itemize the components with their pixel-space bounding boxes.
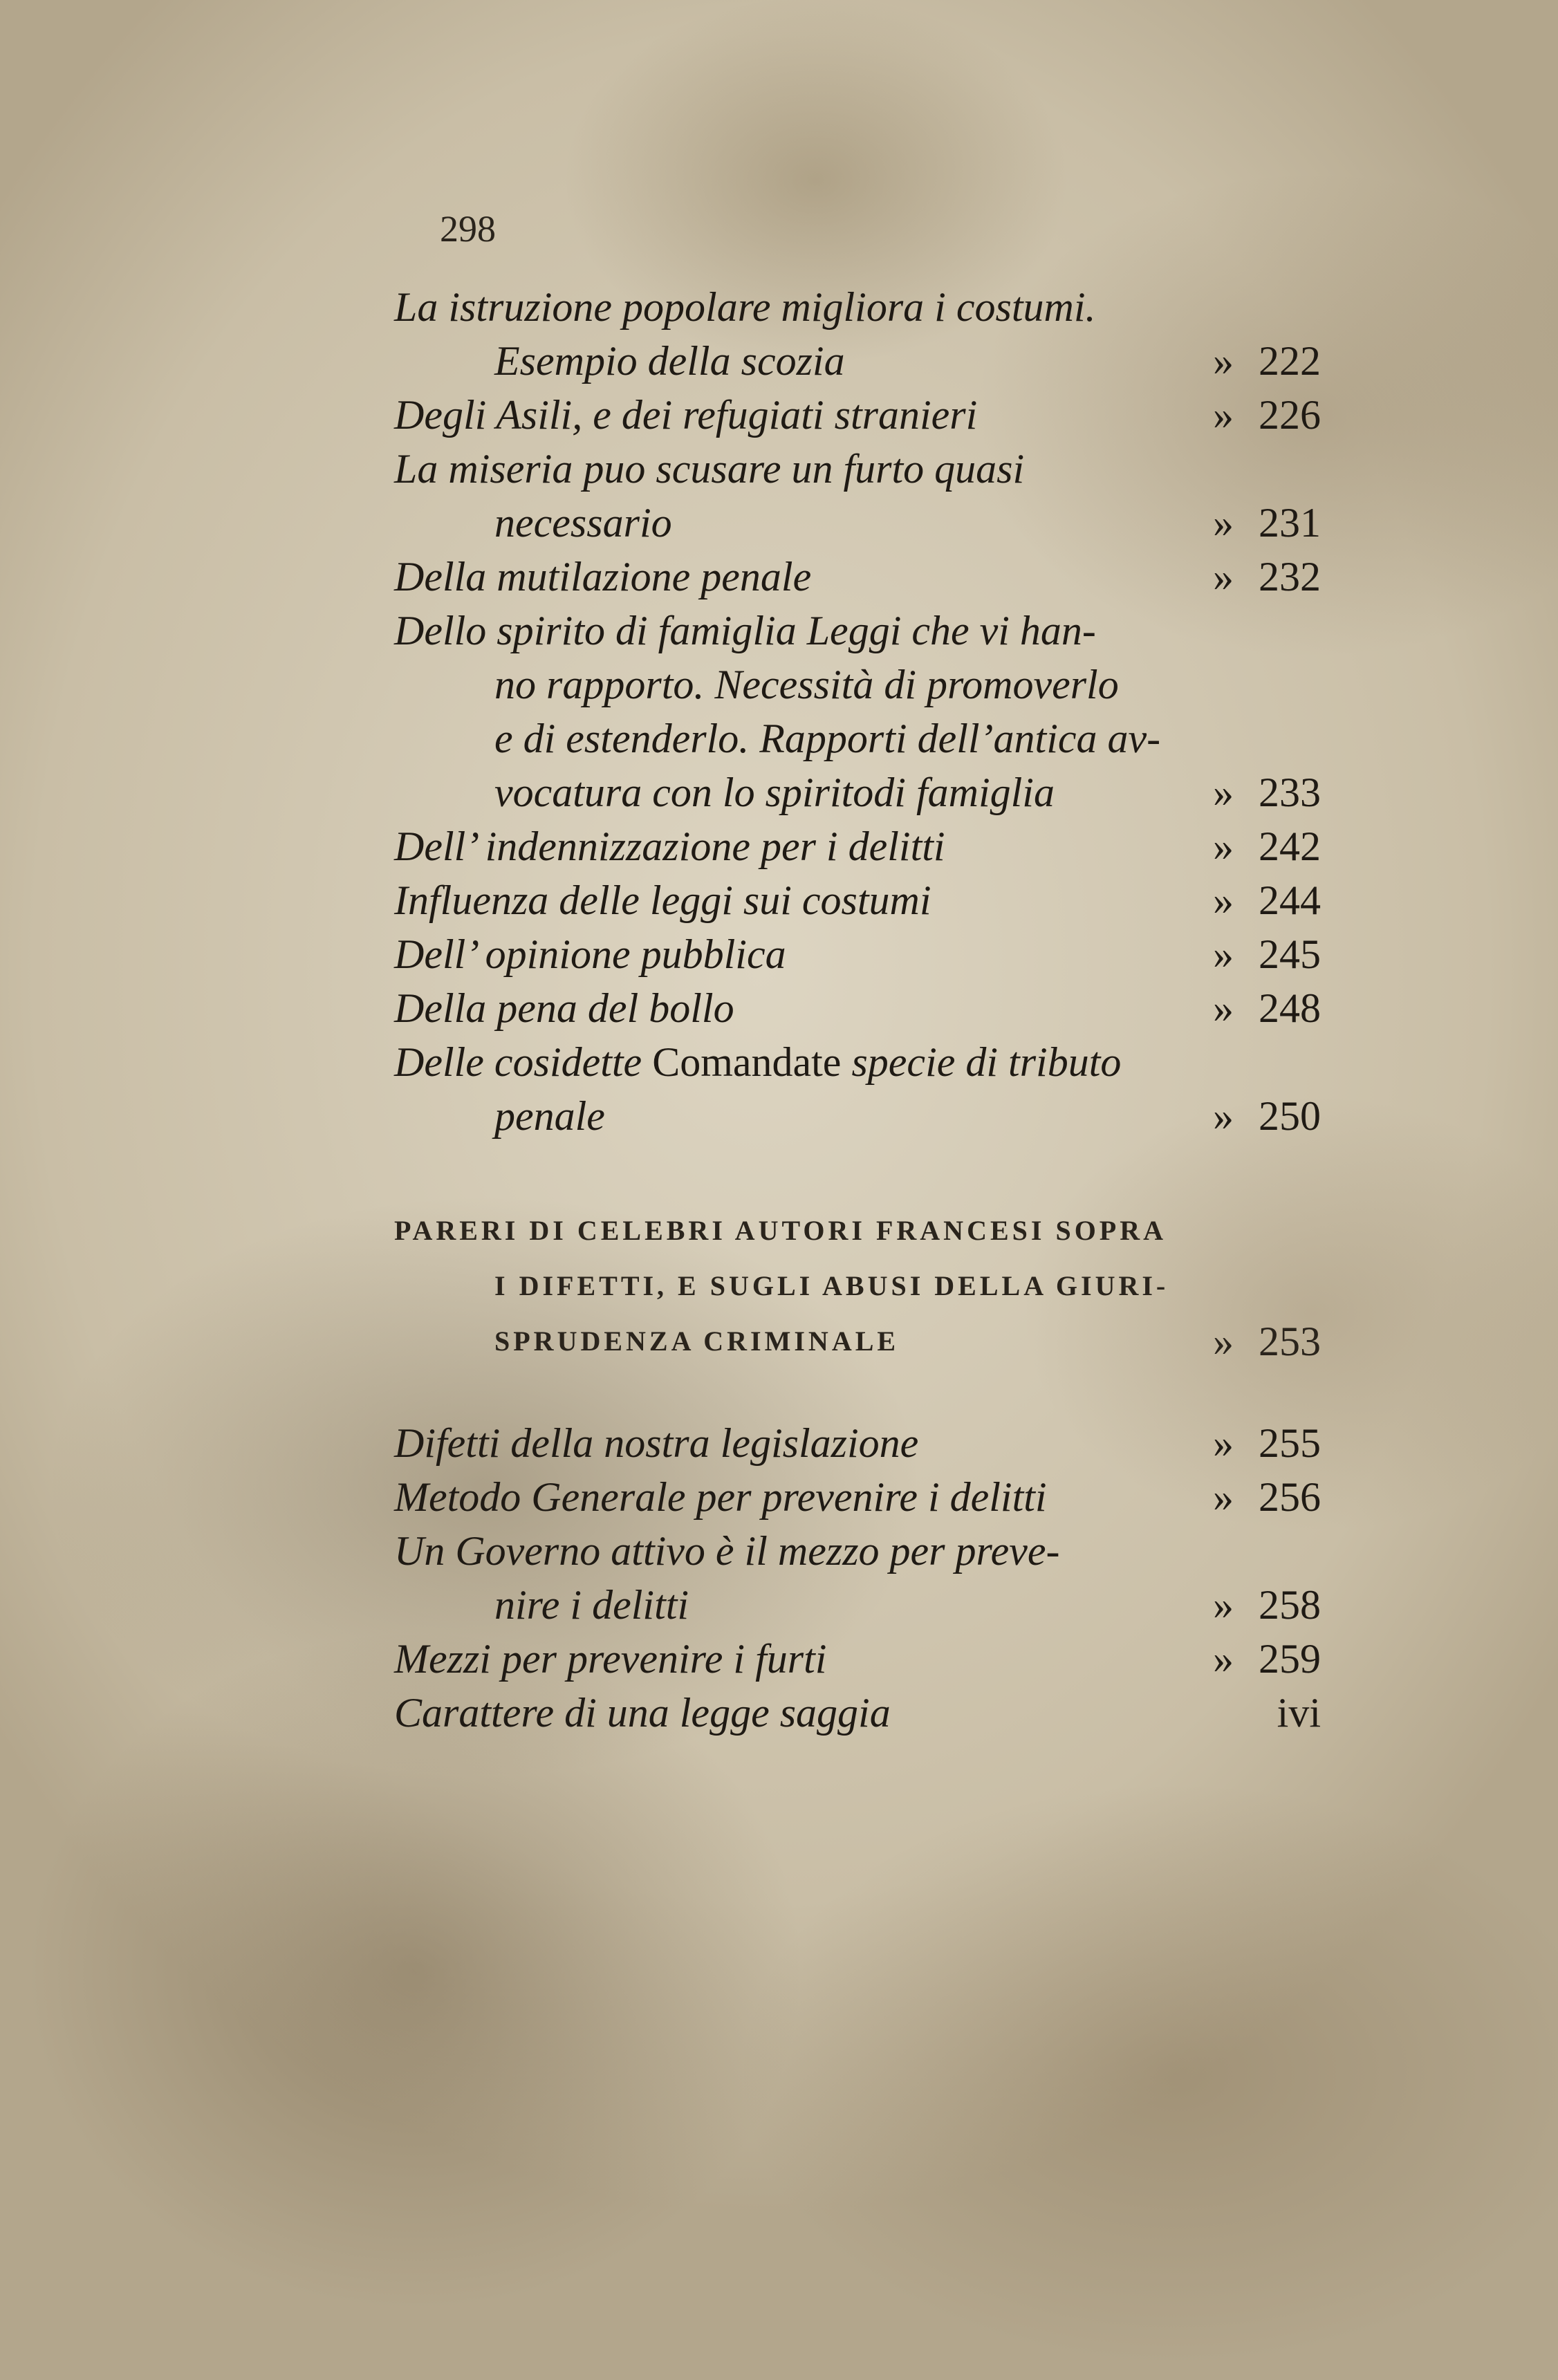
toc-entry <box>394 388 1321 442</box>
entry-line-wrap <box>394 496 1321 550</box>
page-ref-number: 242 <box>1259 824 1321 869</box>
page-ref-number: 253 <box>1259 1319 1321 1364</box>
page-ref-number: 222 <box>1259 338 1321 384</box>
entry-line-wrap <box>394 334 1321 388</box>
guillemet: » <box>1213 824 1234 869</box>
entry-line: e di estenderlo. Rapporti dell’antica av- <box>494 716 1161 761</box>
entry-line-wrap <box>394 981 1321 1035</box>
entry-line-rich <box>394 1035 1321 1089</box>
page-reference <box>1213 1578 1321 1632</box>
toc-entry <box>394 280 1321 388</box>
page-reference <box>1213 496 1321 550</box>
page-reference <box>1277 1686 1321 1740</box>
entry-line: vocatura con lo spiritodi famiglia <box>494 770 1055 815</box>
page-reference <box>1213 1089 1321 1143</box>
page-ref-number: 248 <box>1259 985 1321 1031</box>
page-reference <box>1213 334 1321 388</box>
toc-entry <box>394 442 1321 550</box>
entry-line: Un Governo attivo è il mezzo per preve- <box>394 1528 1060 1574</box>
page-ref-number: 258 <box>1259 1582 1321 1628</box>
section-line: I DIFETTI, E SUGLI ABUSI DELLA GIURI- <box>494 1270 1169 1301</box>
page-ref-number: ivi <box>1277 1690 1321 1736</box>
entry-line-wrap <box>394 1578 1321 1632</box>
page-ref-number: 259 <box>1259 1636 1321 1682</box>
entry-line: no rapporto. Necessità di promoverlo <box>494 662 1119 707</box>
entry-line-part-roman: Comandate <box>652 1039 842 1085</box>
toc-entry <box>394 819 1321 873</box>
page-ref-number: 232 <box>1259 554 1321 599</box>
entry-line-wrap <box>394 550 1321 604</box>
entry-line-wrap <box>394 1089 1321 1143</box>
toc-entry <box>394 927 1321 981</box>
page-ref-number: 231 <box>1259 500 1321 546</box>
toc-entry <box>394 1470 1321 1524</box>
toc-entry <box>394 873 1321 927</box>
page-ref-number: 244 <box>1259 877 1321 923</box>
entry-line-wrap <box>394 927 1321 981</box>
section-line: SPRUDENZA CRIMINALE <box>494 1326 900 1357</box>
page-reference <box>1213 388 1321 442</box>
entry-line-wrap <box>394 1632 1321 1686</box>
guillemet: » <box>1213 1582 1234 1628</box>
guillemet: » <box>1213 554 1234 599</box>
page-reference <box>1213 981 1321 1035</box>
entry-line-wrap <box>394 1416 1321 1470</box>
page-reference <box>1213 1416 1321 1470</box>
entry-line: necessario <box>494 500 672 546</box>
entry-line: Dello spirito di famiglia Leggi che vi han- <box>394 608 1096 653</box>
section-line: PARERI DI CELEBRI AUTORI FRANCESI SOPRA <box>394 1215 1167 1246</box>
page-ref-number: 250 <box>1259 1093 1321 1139</box>
entry-line: penale <box>494 1093 605 1139</box>
toc-entry <box>394 550 1321 604</box>
page-reference <box>1213 1314 1321 1369</box>
guillemet: » <box>1213 1093 1234 1139</box>
guillemet: » <box>1213 1319 1234 1364</box>
entry-line: Metodo Generale per prevenire i delitti <box>394 1474 1047 1520</box>
entry-line: Dell’ indennizzazione per i delitti <box>394 824 945 869</box>
toc-entry <box>394 981 1321 1035</box>
entry-line-wrap <box>394 1470 1321 1524</box>
page-reference <box>1213 1470 1321 1524</box>
page-ref-number: 226 <box>1259 392 1321 438</box>
entry-line: nire i delitti <box>494 1582 689 1628</box>
entry-line: La miseria puo scusare un furto quasi <box>394 446 1025 492</box>
entry-line-wrap <box>394 388 1321 442</box>
page-ref-number: 256 <box>1259 1474 1321 1520</box>
guillemet: » <box>1213 1474 1234 1520</box>
entry-line-wrap <box>394 1686 1321 1740</box>
guillemet: » <box>1213 1420 1234 1466</box>
entry-line: Difetti della nostra legislazione <box>394 1420 919 1466</box>
entry-line: La istruzione popolare migliora i costumi. <box>394 284 1096 330</box>
guillemet: » <box>1213 392 1234 438</box>
guillemet: » <box>1213 931 1234 977</box>
entry-line: Influenza delle leggi sui costumi <box>394 877 931 923</box>
entry-line-wrap <box>394 819 1321 873</box>
section-line-wrap <box>394 1314 1321 1369</box>
page-reference <box>1213 873 1321 927</box>
entry-line-part: Delle cosidette <box>394 1039 653 1085</box>
page-ref-number: 245 <box>1259 931 1321 977</box>
guillemet: » <box>1213 338 1234 384</box>
entry-line: Della pena del bollo <box>394 985 734 1031</box>
toc-entry <box>394 1686 1321 1740</box>
entry-line: Dell’ opinione pubblica <box>394 931 786 977</box>
toc-entry <box>394 1035 1321 1143</box>
page-reference <box>1213 819 1321 873</box>
guillemet: » <box>1213 1636 1234 1682</box>
toc-entry <box>394 1416 1321 1470</box>
entry-line: Esempio della scozia <box>494 338 845 384</box>
page-reference <box>1213 765 1321 819</box>
entry-line-wrap <box>394 765 1321 819</box>
page-reference <box>1213 550 1321 604</box>
section-heading <box>394 1203 1321 1369</box>
page-reference <box>1213 927 1321 981</box>
page-ref-number: 255 <box>1259 1420 1321 1466</box>
page-ref-number: 233 <box>1259 770 1321 815</box>
toc-entry <box>394 1632 1321 1686</box>
entry-line: Carattere di una legge saggia <box>394 1690 891 1736</box>
guillemet: » <box>1213 500 1234 546</box>
entry-line: Mezzi per prevenire i furti <box>394 1636 827 1682</box>
guillemet: » <box>1213 877 1234 923</box>
entry-line-part: specie di tributo <box>841 1039 1122 1085</box>
entry-line: Degli Asili, e dei refugiati stranieri <box>394 392 978 438</box>
guillemet: » <box>1213 770 1234 815</box>
entry-line: Della mutilazione penale <box>394 554 812 599</box>
entry-line-wrap <box>394 873 1321 927</box>
toc-entry <box>394 1524 1321 1632</box>
guillemet: » <box>1213 985 1234 1031</box>
toc-entry <box>394 604 1321 819</box>
page-number: 298 <box>440 208 496 250</box>
page-reference <box>1213 1632 1321 1686</box>
